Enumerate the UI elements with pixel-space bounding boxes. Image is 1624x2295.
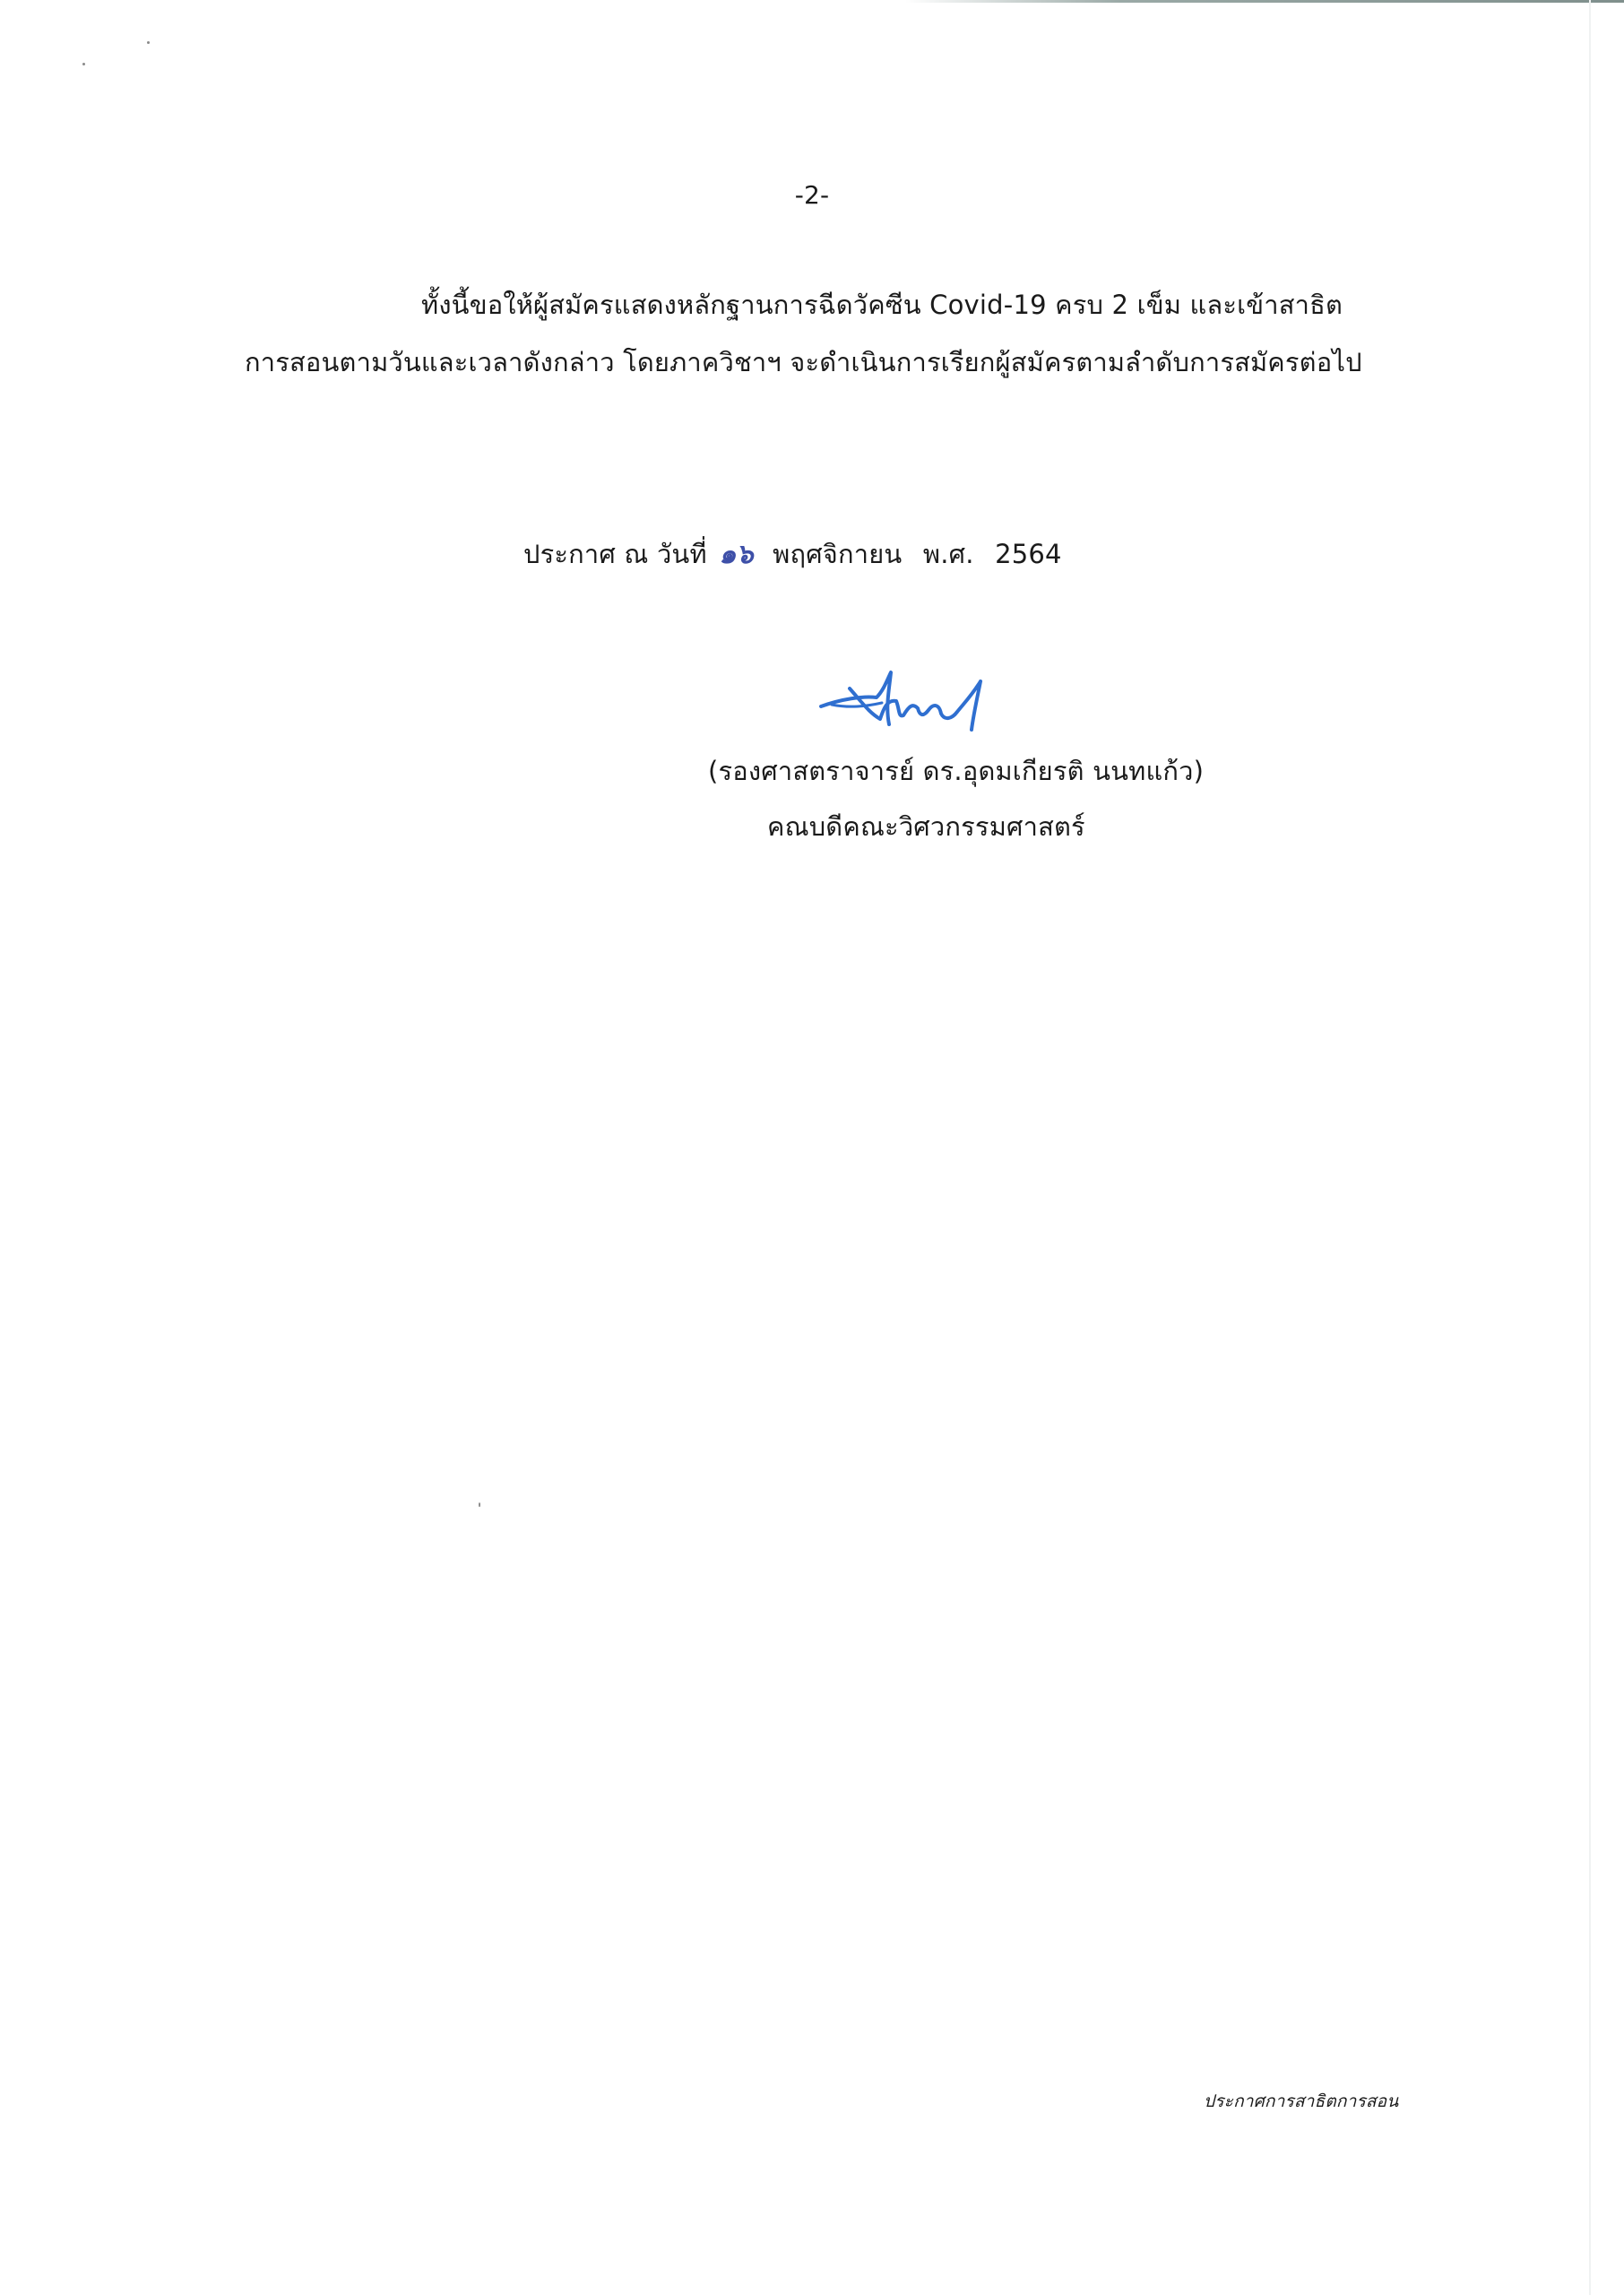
signatory-position: คณบดีคณะวิศวกรรมศาสตร์	[767, 811, 1085, 842]
announcement-date-line	[523, 538, 1062, 571]
scan-speck	[147, 41, 150, 44]
body-line-2: การสอนตามวันและเวลาดังกล่าว โดยภาควิชาฯ จะดำเนินการเรียกผู้สมัครตามลำดับการสมัครต่อไป	[245, 347, 1362, 377]
announcement-year: 2564	[995, 539, 1062, 569]
scan-speck	[479, 1503, 480, 1507]
announcement-month: พฤศจิกายน	[773, 539, 903, 569]
body-line-1: ทั้งนี้ขอให้ผู้สมัครแสดงหลักฐานการฉีดวัคซีน Covid-19 ครบ 2 เข็ม และเข้าสาธิต	[421, 290, 1343, 320]
announcement-era: พ.ศ.	[922, 539, 974, 569]
scan-speck	[82, 63, 85, 65]
scan-edge-top	[905, 0, 1624, 3]
signature-image	[814, 663, 1011, 744]
handwritten-day: ๑๖	[719, 539, 754, 570]
page-number: -2-	[794, 180, 830, 210]
announcement-prefix: ประกาศ ณ วันที่	[523, 539, 707, 569]
footer-note: ประกาศการสาธิตการสอน	[1204, 2091, 1399, 2111]
scan-edge-right	[1589, 0, 1591, 2295]
signatory-name: (รองศาสตราจารย์ ดร.อุดมเกียรติ นนทแก้ว)	[708, 756, 1205, 786]
